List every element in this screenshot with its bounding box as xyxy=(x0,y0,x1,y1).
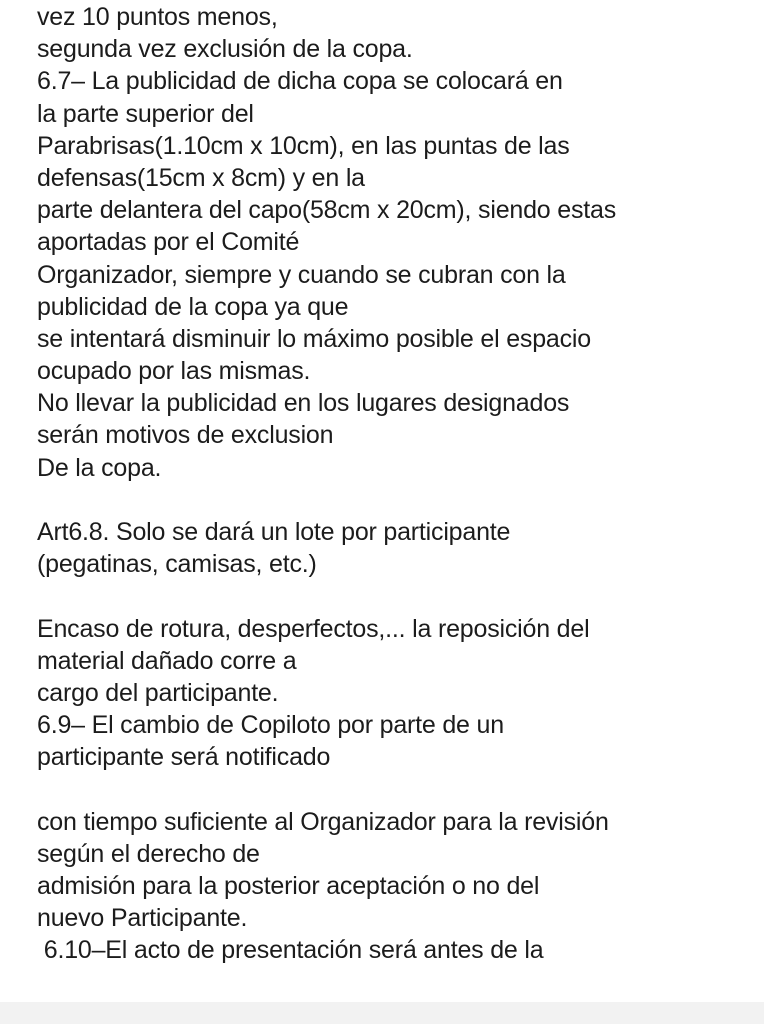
document-text xyxy=(37,1,756,967)
text-line: defensas(15cm x 8cm) y en la xyxy=(37,163,365,192)
text-line: nuevo Participante. xyxy=(37,904,248,933)
text-line: Organizador, siempre y cuando se cubran con la xyxy=(37,260,566,289)
text-line: (pegatinas, camisas, etc.) xyxy=(37,550,317,579)
text-line: Parabrisas(1.10cm x 10cm), en las puntas de las xyxy=(37,131,570,160)
text-line: se intentará disminuir lo máximo posible el espacio xyxy=(37,324,591,353)
blank-line xyxy=(37,774,756,806)
text-line: segunda vez exclusión de la copa. xyxy=(37,35,413,64)
blank-line xyxy=(37,484,756,516)
text-line: 6.10–El acto de presentación será antes de la xyxy=(37,936,544,965)
text-line: 6.7– La publicidad de dicha copa se colocará en xyxy=(37,67,563,96)
text-line: 6.9– El cambio de Copiloto por parte de un xyxy=(37,711,504,740)
text-line: aportadas por el Comité xyxy=(37,228,300,257)
text-line: Art6.8. Solo se dará un lote por participante xyxy=(37,518,511,546)
text-line: publicidad de la copa ya que xyxy=(37,292,349,321)
bottom-edge xyxy=(0,1002,764,1024)
text-line: admisión para la posterior aceptación o no del xyxy=(37,872,540,901)
text-line: vez 10 puntos menos, xyxy=(37,3,278,31)
text-line: según el derecho de xyxy=(37,839,260,868)
text-line: ocupado por las mismas. xyxy=(37,357,311,386)
text-line: con tiempo suficiente al Organizador para la revisión xyxy=(37,807,609,836)
text-line: De la copa. xyxy=(37,453,162,482)
text-line: parte delantera del capo(58cm x 20cm), siendo estas xyxy=(37,196,617,225)
text-line: la parte superior del xyxy=(37,99,254,128)
text-line: material dañado corre a xyxy=(37,646,297,675)
text-line: No llevar la publicidad en los lugares designados xyxy=(37,389,570,418)
text-line: serán motivos de exclusion xyxy=(37,421,334,450)
text-line: Encaso de rotura, desperfectos,... la reposición del xyxy=(37,614,590,643)
blank-line xyxy=(37,580,756,612)
text-line: cargo del participante. xyxy=(37,678,279,707)
text-line: participante será notificado xyxy=(37,743,331,772)
